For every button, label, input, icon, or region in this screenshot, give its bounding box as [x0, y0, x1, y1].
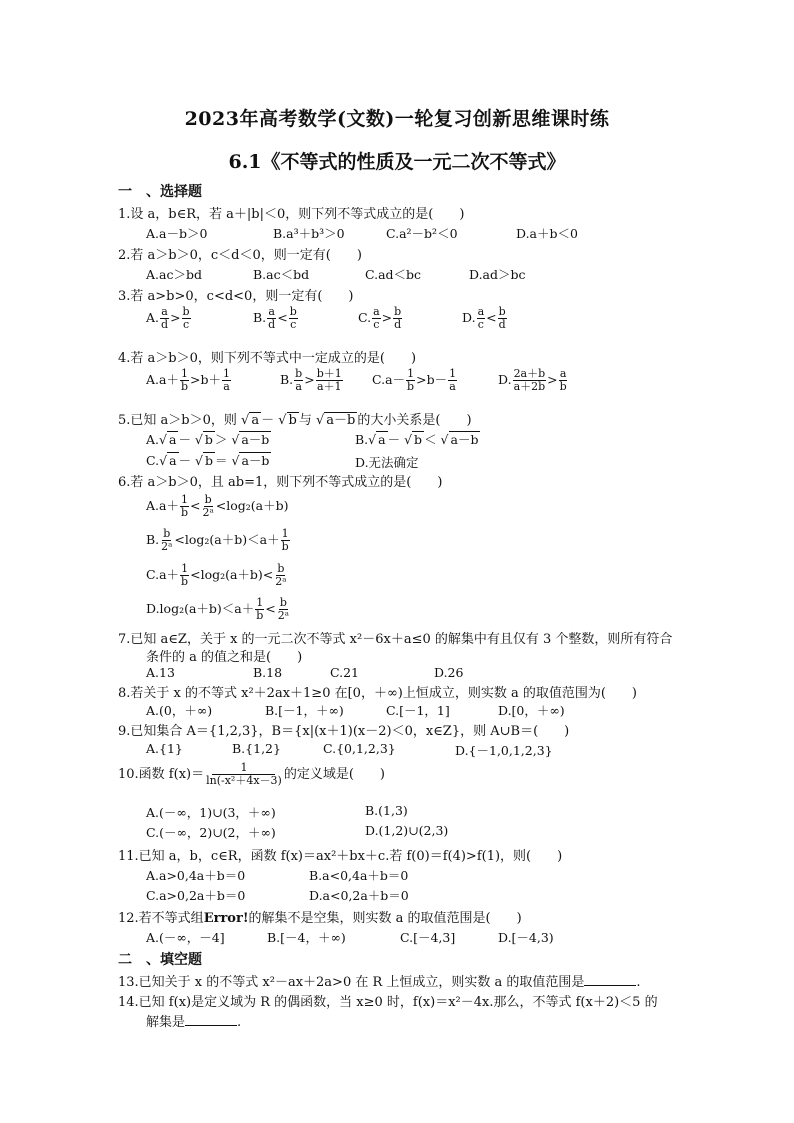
question-10-option-b: B.(1,3) [365, 803, 408, 818]
question-12-stem-post: 的解集不是空集，则实数 a 的取值范围是( ) [248, 911, 522, 926]
question-9-option-c: C.{0,1,2,3} [323, 741, 396, 756]
question-10-denominator: ln(-x²＋4x－3) [206, 774, 282, 787]
question-3-option-a: A. $\frac{a}{d}$ > $\frac{b}{c}$ [146, 305, 190, 331]
question-6-stem: 6.若 a＞b＞0，且 ab=1，则下列不等式成立的是( ) [118, 475, 443, 490]
question-4-option-a: A.a＋ $\frac{1}{b}$ >b＋ $\frac{1}{a}$ [146, 367, 230, 393]
question-10-stem-pre: 10.函数 f(x)＝ [118, 767, 205, 782]
question-8-option-c: C.[－1，1] [386, 703, 450, 718]
question-10-option-d: D.(1,2)∪(2,3) [365, 823, 449, 838]
question-12-option-d: D.[－4,3) [498, 930, 554, 945]
question-2-option-d: D.ad＞bc [469, 267, 526, 282]
question-1-stem: 1.设 a，b∈R，若 a＋|b|＜0，则下列不等式成立的是( ) [118, 207, 465, 222]
question-5-stem-pre: 5.已知 a＞b＞0，则 [118, 413, 237, 428]
question-12-stem [118, 907, 522, 926]
section-choice-heading: 一 、选择题 [118, 184, 202, 200]
question-5-option-b: B.√ a － √ b ＜ √ a－b [355, 432, 479, 447]
page-title: 2023年高考数学(文数)一轮复习创新思维课时练 [184, 108, 610, 130]
question-7-option-a: A.13 [146, 665, 175, 680]
question-12-option-a: A.(－∞，－4] [146, 930, 225, 945]
question-5-option-c: C.√ a － √ b ＝ √ a－b [146, 453, 270, 468]
question-11-option-a: A.a>0,4a＋b＝0 [146, 868, 246, 883]
question-11-option-d: D.a<0,2a＋b＝0 [309, 888, 409, 903]
question-7-stem-line1: 7.已知 a∈Z，关于 x 的一元二次不等式 x²－6x＋a≤0 的解集中有且仅有 3 个整数，则所有符合 [118, 632, 673, 647]
question-12-option-b: B.[－4，＋∞) [267, 930, 346, 945]
question-8-stem: 8.若关于 x 的不等式 x²＋2ax＋1≥0 在[0，＋∞)上恒成立，则实数 a 的取值范围为( ) [118, 686, 637, 701]
question-13-text: 13.已知关于 x 的不等式 x²－ax＋2a>0 在 R 上恒成立，则实数 a 的取值范围是 [118, 975, 585, 990]
question-8-option-b: B.[－1，＋∞) [265, 703, 344, 718]
question-7-stem-line2: 条件的 a 的值之和是( ) [146, 650, 303, 665]
question-7-option-b: B.18 [253, 665, 283, 680]
question-2-option-a: A.ac＞bd [146, 267, 202, 282]
question-10-numerator: 1 [212, 762, 275, 775]
question-5-option-d: D.无法确定 [355, 455, 419, 470]
question-2-stem: 2.若 a＞b＞0，c＜d＜0，则一定有( ) [118, 248, 362, 263]
question-3-stem: 3.若 a>b>0，c<d<0，则一定有( ) [118, 289, 354, 304]
question-8-option-d: D.[0，＋∞) [498, 703, 565, 718]
question-5-stem: 5.已知 a＞b＞0，则 √ a － √ b 与 √ a－b 的大小关系是( ) [118, 413, 472, 428]
question-11-option-b: B.a<0,4a＋b＝0 [309, 868, 409, 883]
question-10-option-c: C.(－∞，2)∪(2，＋∞) [146, 825, 276, 840]
question-7-option-c: C.21 [330, 665, 359, 680]
question-9-option-b: B.{1,2} [232, 741, 281, 756]
question-2-option-c: C.ad＜bc [365, 267, 422, 282]
question-11-stem: 11.已知 a，b，c∈R，函数 f(x)＝ax²＋bx＋c.若 f(0)＝f(4)>f(1)，则( ) [118, 849, 563, 864]
question-6-option-a: A.a＋ $\frac{1}{b}$ < $\frac{b}{\text{2ᵃ}}$ <log₂(a＋b) [146, 493, 289, 519]
question-14-end: . [237, 1015, 242, 1030]
question-8-option-a: A.(0，＋∞) [146, 703, 213, 718]
question-7-option-d: D.26 [434, 665, 464, 680]
question-3-option-b: B. $\frac{a}{d}$ < $\frac{b}{c}$ [253, 305, 297, 331]
question-1-option-b: B.a³＋b³＞0 [273, 226, 345, 241]
question-14-stem-line1: 14.已知 f(x)是定义域为 R 的偶函数，当 x≥0 时，f(x)＝x²－4x.那么，不等式 f(x＋2)＜5 的 [118, 995, 658, 1010]
question-6-option-b: B. $\frac{b}{\text{2ᵃ}}$ <log₂(a＋b)＜a＋ $\frac{1}{b}$ [146, 527, 289, 553]
question-11-option-c: C.a>0,2a＋b＝0 [146, 888, 246, 903]
question-14-text: 解集是 [146, 1015, 186, 1030]
question-12-option-c: C.[－4,3] [400, 930, 456, 945]
question-13-stem [118, 971, 641, 990]
question-4-option-b: B. $\frac{b}{a}$ > $\frac{b+1}{a+1}$ [280, 367, 342, 393]
question-10-stem-post: 的定义域是( ) [283, 767, 385, 782]
question-6-option-c: C.a＋ $\frac{1}{b}$ <log₂(a＋b)< $\frac{b}{\text{2ᵃ}}$ [146, 562, 287, 588]
question-9-option-a: A.{1} [146, 741, 183, 756]
section-fill-heading: 二 、填空题 [118, 952, 202, 968]
page-subtitle: 6.1《不等式的性质及一元二次不等式》 [228, 151, 566, 173]
question-4-option-d: D. $\frac{2a+b}{a+2b}$ > $\frac{a}{b}$ [498, 367, 567, 393]
question-12-error-text: Error! [203, 911, 249, 926]
question-10-stem [118, 762, 385, 787]
question-2-option-b: B.ac＜bd [253, 267, 310, 282]
question-1-option-c: C.a²－b²＜0 [386, 226, 458, 241]
question-13-end: . [636, 975, 641, 990]
question-14-answer-blank[interactable] [185, 1014, 237, 1026]
question-9-option-d: D.{－1,0,1,2,3} [455, 743, 553, 758]
question-1-option-d: D.a＋b＜0 [516, 226, 578, 241]
question-3-option-c: C. $\frac{a}{c}$ > $\frac{b}{d}$ [358, 305, 402, 331]
question-1-option-a: A.a－b＞0 [146, 226, 208, 241]
question-3-option-d: D. $\frac{a}{c}$ < $\frac{b}{d}$ [462, 305, 506, 331]
question-5-stem-post: 的大小关系是( ) [357, 413, 472, 428]
question-12-stem-pre: 12.若不等式组 [118, 911, 204, 926]
question-9-stem: 9.已知集合 A＝{1,2,3}，B＝{x|(x＋1)(x－2)＜0，x∈Z}，则 A∪B＝( ) [118, 724, 570, 739]
question-14-stem-line2 [146, 1011, 241, 1030]
question-6-option-d: D.log₂(a＋b)＜a＋ $\frac{1}{b}$ < $\frac{b}{\text{2ᵃ}}$ [146, 596, 290, 622]
question-13-answer-blank[interactable] [584, 974, 636, 986]
question-10-option-a: A.(－∞，1)∪(3，＋∞) [146, 805, 276, 820]
question-5-option-a: A.√ a － √ b ＞ √ a－b [146, 432, 270, 447]
question-4-option-c: C.a－ $\frac{1}{b}$ >b－ $\frac{1}{a}$ [372, 367, 457, 393]
question-4-stem: 4.若 a＞b＞0，则下列不等式中一定成立的是( ) [118, 351, 417, 366]
